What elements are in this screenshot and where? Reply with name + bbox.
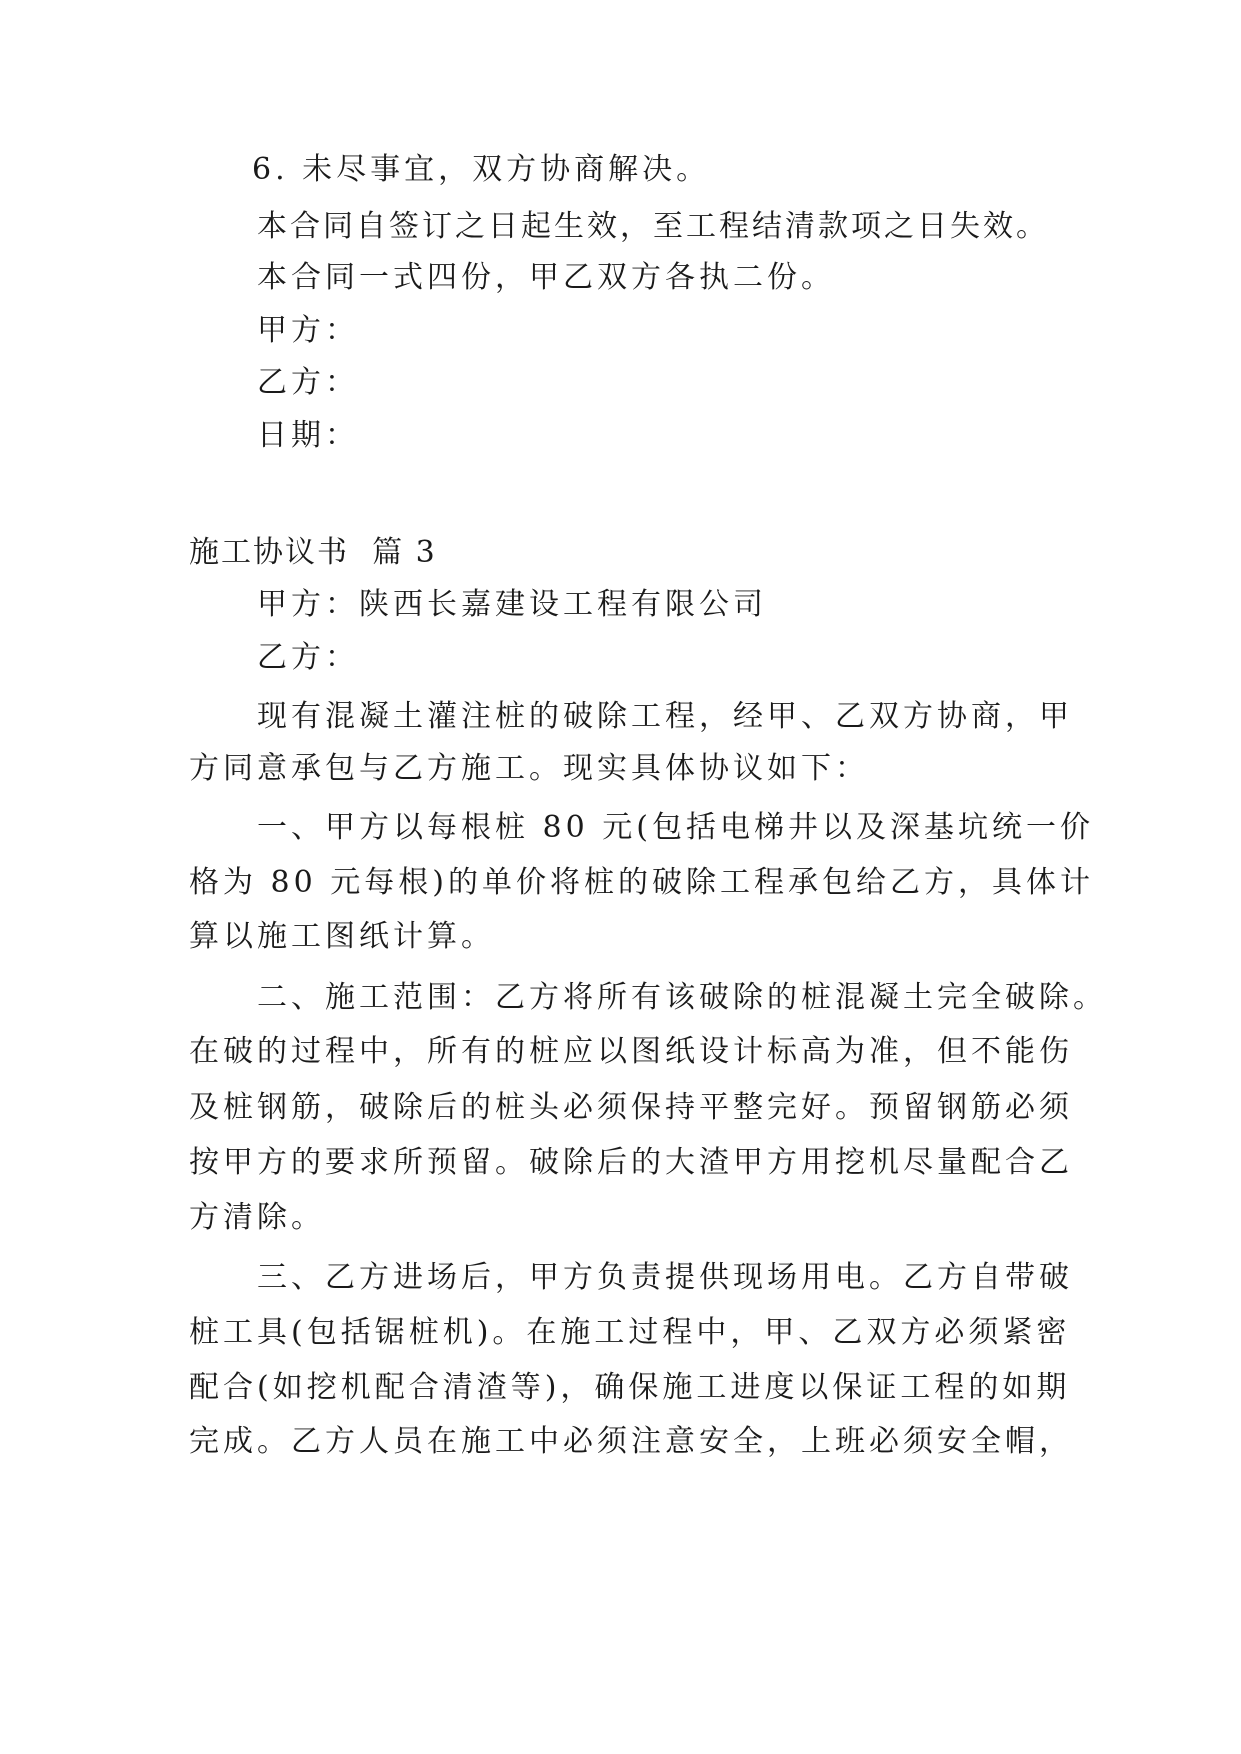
- clause-2-line: 方清除。: [189, 1200, 325, 1235]
- section-title: 施工协议书 篇 3: [189, 535, 437, 570]
- date-label: 日期：: [257, 418, 359, 453]
- clause-3-line: 三、乙方进场后，甲方负责提供现场用电。乙方自带破: [257, 1260, 1073, 1295]
- party-b-signature-label: 乙方：: [257, 365, 359, 400]
- clause-6: 6. 未尽事宜，双方协商解决。: [252, 152, 711, 187]
- clause-2-line: 在破的过程中，所有的桩应以图纸设计标高为准，但不能伤: [189, 1034, 1073, 1069]
- clause-3-line: 桩工具(包括锯桩机)。在施工过程中，甲、乙双方必须紧密: [189, 1315, 1071, 1350]
- clause-2-line: 按甲方的要求所预留。破除后的大渣甲方用挖机尽量配合乙: [189, 1145, 1073, 1180]
- clause-2-line: 二、施工范围：乙方将所有该破除的桩混凝土完全破除。: [257, 980, 1107, 1015]
- party-b-line: 乙方：: [257, 640, 359, 675]
- clause-3-line: 配合(如挖机配合清渣等)，确保施工进度以保证工程的如期: [189, 1370, 1071, 1405]
- clause-1-line: 一、甲方以每根桩 80 元(包括电梯井以及深基坑统一价: [257, 810, 1094, 845]
- intro-line: 方同意承包与乙方施工。现实具体协议如下：: [189, 751, 869, 786]
- clause-2-line: 及桩钢筋，破除后的桩头必须保持平整完好。预留钢筋必须: [189, 1090, 1073, 1125]
- clause-1-line: 算以施工图纸计算。: [189, 919, 495, 954]
- clause-3-line: 完成。乙方人员在施工中必须注意安全，上班必须安全帽，: [189, 1424, 1073, 1459]
- clause-1-line: 格为 80 元每根)的单价将桩的破除工程承包给乙方，具体计: [189, 865, 1094, 900]
- party-a-signature-label: 甲方：: [257, 313, 359, 348]
- party-a-line: 甲方：陕西长嘉建设工程有限公司: [257, 587, 767, 622]
- effective-clause: 本合同自签订之日起生效，至工程结清款项之日失效。: [257, 209, 1049, 244]
- intro-line: 现有混凝土灌注桩的破除工程，经甲、乙双方协商，甲: [257, 699, 1073, 734]
- copies-clause: 本合同一式四份，甲乙双方各执二份。: [257, 260, 835, 295]
